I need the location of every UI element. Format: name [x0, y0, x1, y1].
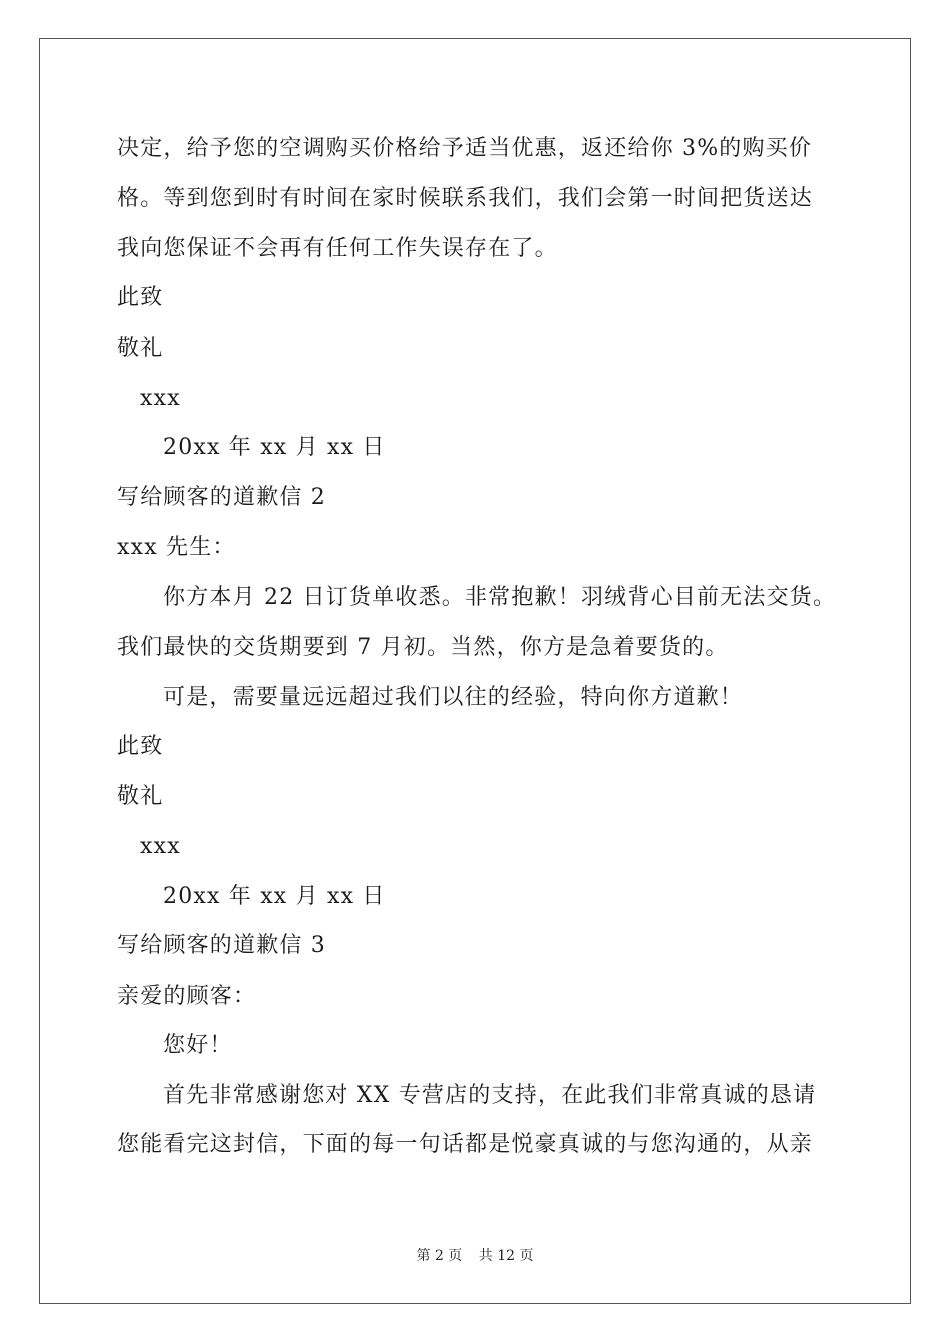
date-1: 20xx 年 xx 月 xx 日 — [163, 435, 386, 460]
body-line-3: 我向您保证不会再有任何工作失误存在了。 — [117, 236, 558, 261]
signature-1: xxx — [140, 386, 181, 411]
body-line-8: 您能看完这封信，下面的每一句话都是悦豪真诚的与您沟通的，从亲 — [117, 1132, 814, 1157]
letter-title-2: 写给顾客的道歉信 2 — [117, 485, 326, 510]
closing-regards-1: 敬礼 — [117, 336, 164, 361]
hello-line: 您好！ — [163, 1033, 233, 1058]
page-number: 第 2 页 — [416, 1248, 463, 1264]
closing-salutation-2: 此致 — [117, 734, 164, 759]
page-frame — [39, 38, 911, 1304]
closing-regards-2: 敬礼 — [117, 784, 164, 809]
letter-title-3: 写给顾客的道歉信 3 — [117, 933, 326, 958]
body-line-2: 格。等到您到时有时间在家时候联系我们，我们会第一时间把货送达 — [117, 186, 814, 211]
page-total: 共 12 页 — [478, 1248, 534, 1264]
body-line-1: 决定，给予您的空调购买价格给予适当优惠，返还给你 3%的购买价 — [117, 136, 813, 161]
closing-salutation-1: 此致 — [117, 285, 164, 310]
greeting-3: 亲爱的顾客： — [117, 984, 257, 1009]
page-footer — [0, 1246, 950, 1266]
greeting-2: xxx 先生： — [117, 535, 236, 560]
body-line-6: 可是，需要量远远超过我们以往的经验，特向你方道歉！ — [163, 685, 744, 710]
body-line-7: 首先非常感谢您对 XX 专营店的支持，在此我们非常真诚的恳请 — [163, 1083, 817, 1108]
date-2: 20xx 年 xx 月 xx 日 — [163, 884, 386, 909]
signature-2: xxx — [140, 834, 181, 859]
body-line-4: 你方本月 22 日订货单收悉。非常抱歉！羽绒背心目前无法交货。 — [163, 585, 837, 610]
body-line-5: 我们最快的交货期要到 7 月初。当然，你方是急着要货的。 — [117, 635, 729, 660]
